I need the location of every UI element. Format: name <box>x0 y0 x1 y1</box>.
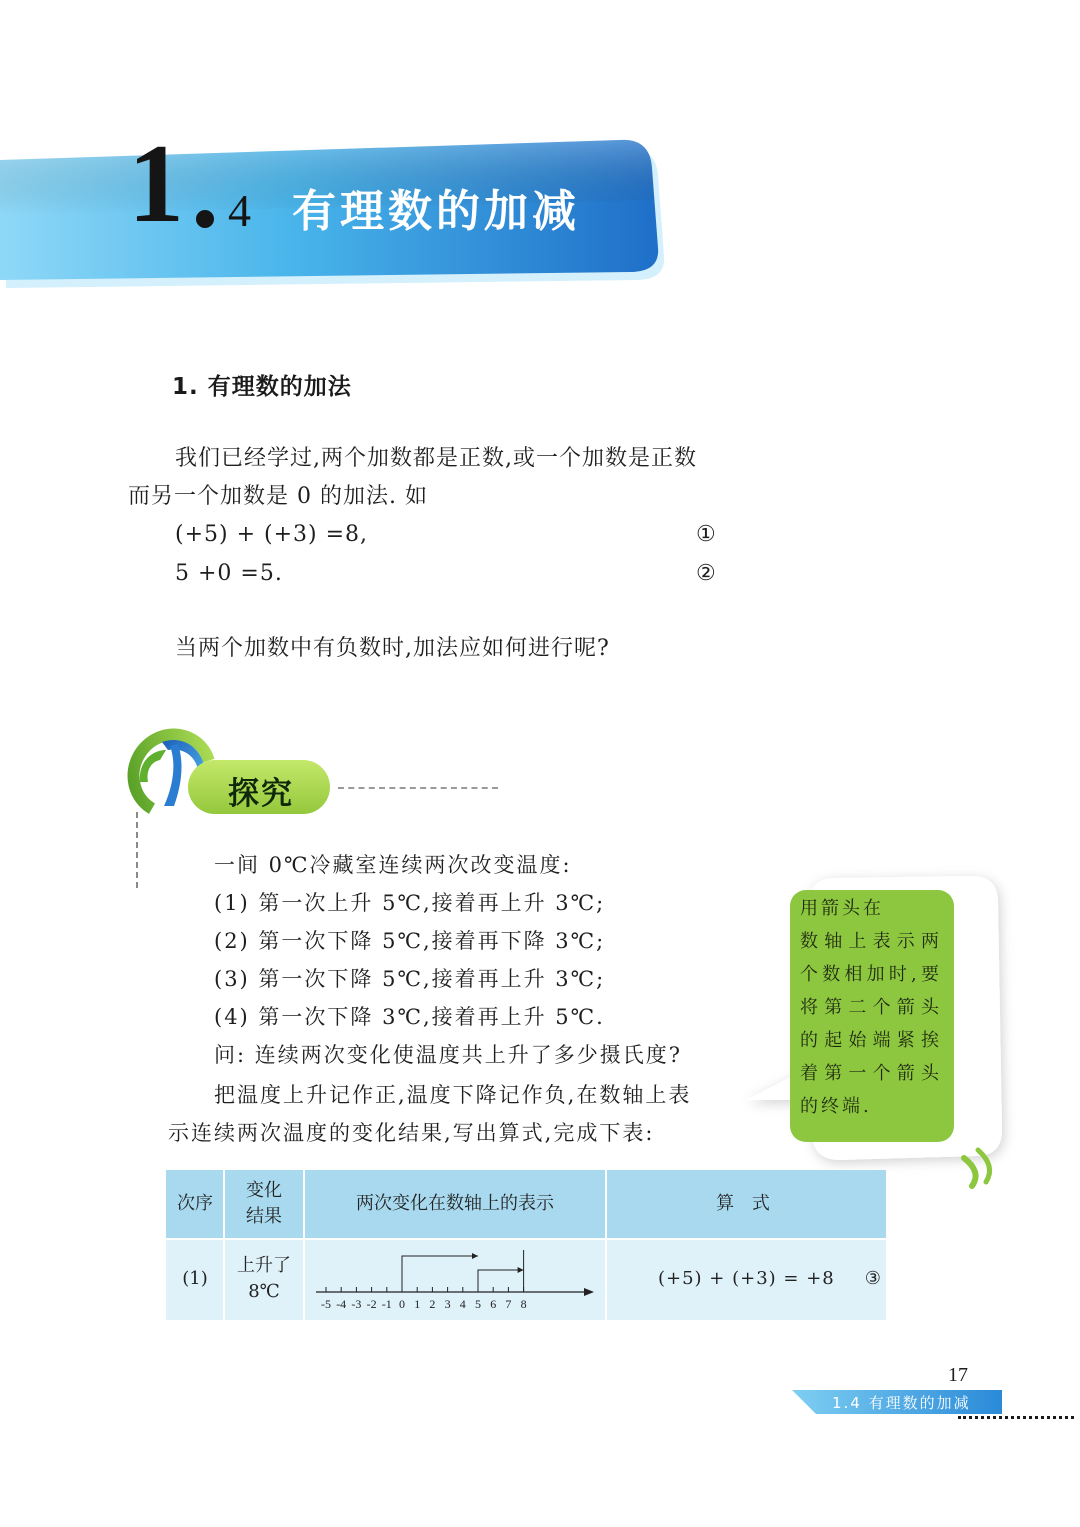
page-number: 17 <box>948 1364 968 1386</box>
equation-1: (+5) + (+3) =8, <box>175 522 369 547</box>
number-line-tick-label: -3 <box>351 1297 362 1311</box>
table-divider <box>605 1170 607 1320</box>
number-line-tick-label: -2 <box>366 1297 377 1311</box>
results-table <box>166 1170 886 1320</box>
row-1-formula-cell <box>606 1238 886 1320</box>
row-1-result-line-1: 上升了 <box>237 1255 291 1276</box>
intro-line-1: 我们已经学过,两个加数都是正数,或一个加数是正数 <box>175 446 697 471</box>
explore-item-1: (1) 第一次上升 5℃,接着再上升 3℃; <box>214 891 606 915</box>
tip-line: 用箭头在 <box>800 898 884 919</box>
number-line-tick-label: 7 <box>505 1297 512 1311</box>
first-change-arrowhead <box>472 1253 478 1259</box>
row-1-result-line-2: 8℃ <box>248 1281 280 1302</box>
number-line-tick-label: 0 <box>399 1297 405 1311</box>
chapter-minor-number: 4 <box>228 185 251 236</box>
tip-line: 数轴上表示两 <box>800 931 942 952</box>
table-divider <box>166 1238 886 1240</box>
section-heading: 1. 有理数的加法 <box>172 374 352 400</box>
header-order: 次序 <box>166 1170 224 1238</box>
header-result <box>224 1170 304 1238</box>
tip-text <box>800 892 942 1123</box>
explore-item-2: (2) 第一次下降 5℃,接着再下降 3℃; <box>214 929 606 953</box>
explore-dashed-rule <box>338 787 498 789</box>
first-change-arrow <box>402 1256 478 1292</box>
footer-dotted-rule <box>958 1416 1074 1419</box>
number-line-tick-label: -4 <box>336 1297 347 1311</box>
tip-line: 着第一个箭头 <box>800 1063 942 1084</box>
tip-line: 的起始端紧挨 <box>800 1030 942 1051</box>
table-divider <box>223 1170 225 1320</box>
header-numberline: 两次变化在数轴上的表示 <box>304 1170 606 1238</box>
row-1-formula: (+5) + (+3) = +8 <box>658 1268 835 1289</box>
row-1-formula-number: ③ <box>864 1268 882 1289</box>
number-line-arrowhead <box>584 1288 594 1296</box>
intro-question: 当两个加数中有负数时,加法应如何进行呢? <box>175 636 610 661</box>
equation-1-number: ① <box>696 522 717 547</box>
row-1-order: (1) <box>166 1238 224 1320</box>
header-result-line-1: 变化 <box>246 1180 282 1201</box>
chapter-title: 有理数的加减 <box>292 186 580 237</box>
number-line <box>312 1248 602 1314</box>
number-line-tick-label: 2 <box>429 1297 436 1311</box>
number-line-tick-label: 8 <box>520 1297 527 1311</box>
table-divider <box>303 1170 305 1320</box>
number-line-tick-label: 5 <box>475 1297 481 1311</box>
explore-intro: 一间 0℃冷藏室连续两次改变温度: <box>214 853 572 877</box>
chapter-major-number: 1 <box>128 122 184 246</box>
explore-item-3: (3) 第一次下降 5℃,接着再上升 3℃; <box>214 967 606 991</box>
tip-line: 将第二个箭头 <box>800 997 942 1018</box>
number-line-tick-label: 4 <box>459 1297 466 1311</box>
equation-2: 5 +0 =5. <box>175 561 283 586</box>
number-line-tick-label: -5 <box>321 1297 331 1311</box>
number-line-tick-label: 3 <box>444 1297 451 1311</box>
header-formula: 算 式 <box>606 1170 886 1238</box>
row-1-result <box>224 1238 304 1320</box>
explore-item-4: (4) 第一次下降 3℃,接着再上升 5℃. <box>214 1005 605 1029</box>
footer-section-label: 1.4 有理数的加减 <box>832 1394 971 1412</box>
explore-question: 问: 连续两次变化使温度共上升了多少摄氏度? <box>214 1043 683 1067</box>
chapter-number-dot <box>196 210 214 228</box>
explore-vertical-dashed-rule <box>136 812 138 888</box>
second-change-arrowhead <box>518 1267 524 1273</box>
intro-line-2: 而另一个加数是 0 的加法. 如 <box>128 484 428 509</box>
explore-instruction-line-2: 示连续两次温度的变化结果,写出算式,完成下表: <box>168 1121 655 1145</box>
explore-instruction-line-1: 把温度上升记作正,温度下降记作负,在数轴上表 <box>214 1083 692 1107</box>
tip-line: 个数相加时,要 <box>800 964 942 985</box>
header-result-line-2: 结果 <box>246 1206 282 1227</box>
number-line-tick-label: 1 <box>414 1297 421 1311</box>
number-line-tick-label: -1 <box>381 1297 392 1311</box>
equation-2-number: ② <box>696 561 717 586</box>
number-line-tick-label: 6 <box>490 1297 497 1311</box>
explore-label: 探究 <box>228 776 294 812</box>
second-change-arrow <box>478 1270 524 1292</box>
tip-line: 的终端. <box>800 1096 872 1117</box>
